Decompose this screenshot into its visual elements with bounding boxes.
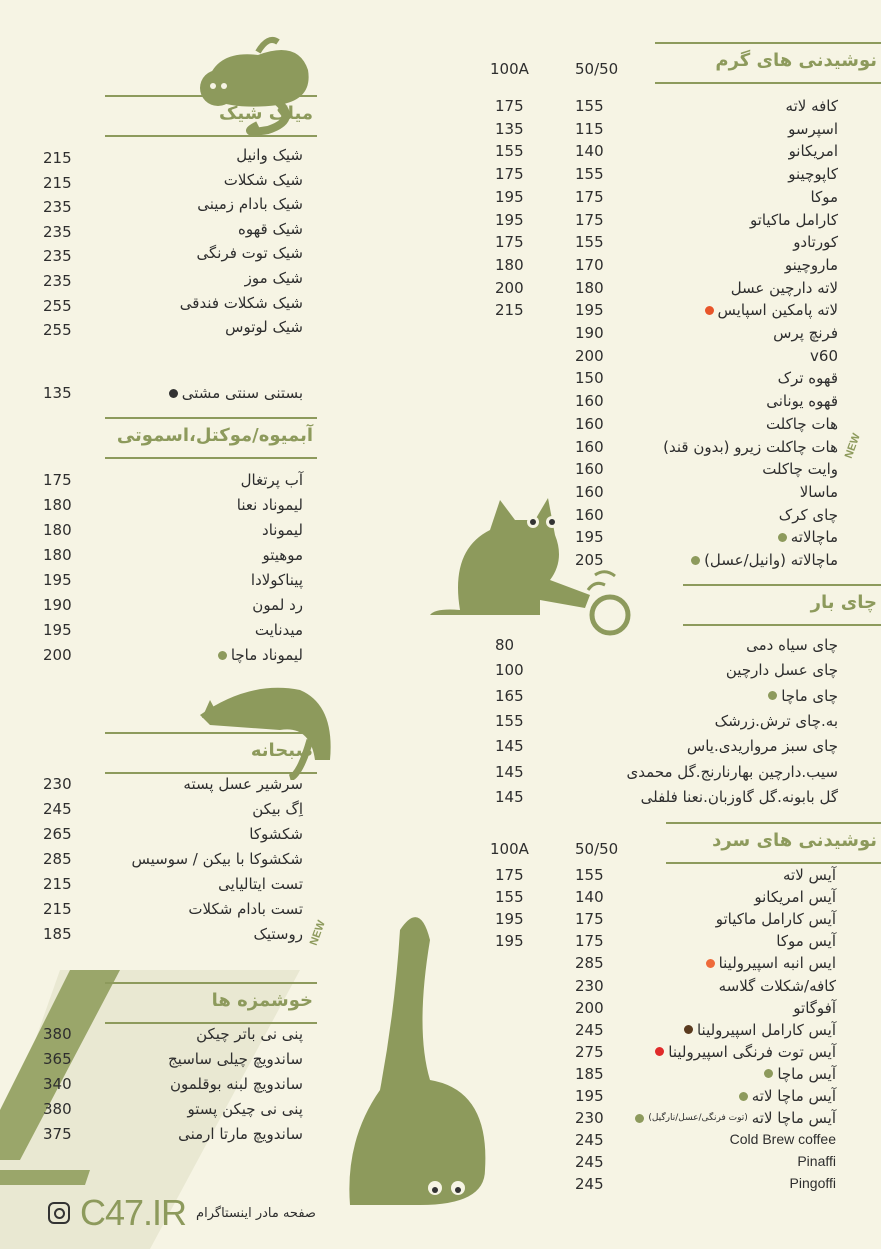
menu-item-price: 175	[495, 866, 524, 884]
cat-cup-illustration	[430, 490, 640, 640]
menu-item-price: 155	[495, 888, 524, 907]
menu-item	[245, 269, 303, 287]
menu-item-price: 230	[43, 775, 72, 793]
menu-item-name: کاپوچینو	[788, 165, 838, 184]
brand-logo[interactable]: C47.IR	[80, 1192, 187, 1233]
menu-item	[684, 1021, 836, 1039]
menu-item	[739, 1087, 836, 1105]
menu-item-name: بستنی سنتی مشتی	[181, 384, 303, 402]
menu-item	[178, 1125, 303, 1143]
menu-item	[788, 165, 838, 183]
instagram-icon[interactable]	[48, 1202, 70, 1224]
menu-item-name: پنی نی باتر چیکن	[196, 1025, 303, 1043]
menu-item-price: 80	[495, 636, 515, 654]
menu-item-price: 380	[43, 1025, 72, 1043]
menu-item	[800, 483, 838, 501]
menu-item	[225, 318, 303, 336]
menu-item-name: آیس کارامل ماکیاتو	[715, 910, 836, 929]
menu-item	[253, 925, 303, 943]
menu-item	[746, 636, 838, 654]
menu-item	[811, 188, 839, 206]
menu-item-name: موهیتو	[262, 546, 303, 564]
menu-item	[766, 415, 838, 433]
menu-item	[793, 999, 836, 1017]
menu-item-price: 160	[575, 482, 604, 501]
menu-item	[762, 460, 838, 478]
menu-item-price: 140	[575, 142, 604, 161]
menu-item-price: 245	[575, 1153, 604, 1172]
menu-item-price: 255	[43, 321, 72, 340]
menu-item-price: 245	[43, 800, 72, 818]
menu-item-price: 265	[43, 825, 72, 843]
menu-item-name: به.چای ترش.زرشک	[714, 711, 838, 730]
menu-item	[776, 932, 836, 950]
menu-item	[810, 347, 838, 365]
menu-item-price: 135	[495, 119, 524, 138]
menu-item-name: چای سیاه دمی	[746, 636, 838, 654]
menu-item-name: آیس لاته	[782, 866, 836, 884]
price-column-header: 50/50	[575, 60, 619, 78]
menu-item	[251, 571, 303, 589]
menu-item-name: سرشیر عسل پسته	[183, 775, 303, 793]
menu-item-name: شیک بادام زمینی	[197, 195, 303, 214]
menu-item-price: 195	[575, 528, 604, 547]
menu-item-price: 175	[495, 233, 524, 252]
menu-item-name: شکشوکا	[249, 825, 303, 843]
menu-item-name: ساندویچ لبنه بوقلمون	[170, 1075, 303, 1093]
snacks-section-header	[105, 982, 317, 1024]
menu-item-price: 275	[575, 1042, 604, 1061]
menu-item-price: 215	[43, 875, 72, 893]
menu-item-price: 185	[575, 1064, 604, 1083]
juice-section-header	[105, 417, 317, 459]
cold-section-header	[666, 822, 881, 864]
menu-item-price: 145	[495, 737, 524, 756]
menu-item-name: شیک موز	[244, 269, 303, 287]
color-dot-icon	[706, 959, 715, 968]
menu-item	[183, 775, 303, 793]
menu-item-name: شیک وانیل	[236, 146, 303, 164]
menu-item	[797, 1153, 836, 1169]
menu-item-price: 255	[43, 296, 72, 315]
menu-item-name: چای کرک	[778, 505, 838, 524]
menu-item	[249, 825, 303, 843]
menu-item-price: 340	[43, 1075, 72, 1093]
menu-item-name: تست ایتالیایی	[218, 875, 303, 893]
section-title: میلک شیک	[218, 103, 313, 124]
menu-item-name: ساندویچ چیلی ساسیج	[167, 1050, 303, 1068]
shake-section-header	[105, 95, 317, 137]
menu-item-name: Pinaffi	[797, 1153, 836, 1170]
menu-item-price: 135	[43, 384, 72, 402]
menu-item-price: 160	[575, 460, 604, 479]
menu-item	[252, 596, 303, 614]
menu-item-price: 195	[575, 1087, 604, 1105]
menu-item	[663, 438, 838, 456]
menu-item-name: گل بابونه.گل گاوزبان.نعنا فلفلی	[640, 787, 838, 806]
menu-item-price: 200	[495, 278, 524, 297]
menu-item-price: 235	[43, 222, 72, 241]
menu-item	[687, 737, 838, 755]
menu-item-price: 190	[43, 596, 72, 614]
color-dot-icon	[739, 1092, 748, 1101]
menu-item-name: چای عسل دارچین	[725, 661, 838, 680]
menu-item-name: لیموناد	[262, 521, 303, 539]
menu-item-price: 155	[575, 97, 604, 115]
section-title: آبمیوه/موکتل،اسموتی	[116, 425, 313, 446]
menu-item	[789, 142, 838, 160]
menu-item-price: 195	[495, 910, 524, 929]
menu-item-price: 175	[575, 210, 604, 229]
menu-item-price: 245	[575, 1175, 604, 1194]
menu-item	[793, 233, 838, 251]
menu-item-price: 160	[575, 505, 604, 524]
menu-item	[255, 621, 303, 639]
menu-item	[218, 875, 303, 893]
menu-item-price: 155	[575, 233, 604, 252]
menu-item-name: لیموناد ماچا	[230, 646, 303, 664]
cat-tall-illustration	[340, 910, 500, 1210]
menu-item-price: 185	[43, 925, 72, 943]
menu-item	[750, 211, 838, 229]
menu-item-price: 215	[43, 149, 72, 167]
menu-item	[241, 471, 303, 489]
color-dot-icon	[684, 1025, 693, 1034]
menu-item	[773, 324, 838, 342]
menu-item	[655, 1043, 836, 1061]
section-title: نوشیدنی های گرم	[715, 50, 877, 71]
menu-item-price: 195	[495, 187, 524, 206]
menu-item-price: 145	[495, 787, 524, 806]
menu-item-name: روستیک	[253, 925, 303, 943]
menu-item-name: کارامل ماکیاتو	[749, 210, 838, 229]
footer-text: صفحه مادر اینستاگرام	[196, 1205, 316, 1221]
menu-item-name: شیک قهوه	[238, 219, 303, 238]
color-dot-icon	[635, 1114, 644, 1123]
section-title: چای بار	[810, 592, 877, 613]
menu-item-price: 150	[575, 369, 604, 388]
menu-item-price: 180	[575, 278, 604, 297]
menu-item-price: 365	[43, 1050, 72, 1068]
menu-item-price: 145	[495, 762, 524, 781]
menu-item	[768, 687, 838, 705]
menu-item-price: 160	[575, 437, 604, 456]
menu-item-price: 195	[43, 571, 72, 589]
menu-item	[783, 866, 836, 884]
menu-item-price: 235	[43, 198, 72, 217]
menu-item-price: 230	[575, 1109, 604, 1128]
menu-item	[719, 977, 836, 995]
menu-item	[197, 195, 303, 213]
menu-item-price: 180	[43, 521, 72, 539]
menu-item	[187, 1100, 303, 1118]
menu-item-price: 180	[495, 255, 524, 274]
menu-item	[237, 496, 303, 514]
color-dot-icon	[169, 389, 178, 398]
menu-item-name: موکا	[810, 187, 838, 206]
menu-item-price: 140	[575, 888, 604, 907]
menu-item-name: چای ماچا	[781, 686, 838, 705]
menu-item-price: 235	[43, 272, 72, 290]
menu-item-name: شکشوکا با بیکن / سوسیس	[131, 850, 303, 868]
breakfast-section-header	[105, 732, 317, 774]
menu-item	[224, 171, 303, 189]
menu-item-price: 155	[495, 142, 524, 161]
section-title: خوشمزه ها	[211, 990, 313, 1011]
menu-item-price: 115	[575, 119, 604, 138]
menu-item-name: اِگ بیکن	[252, 800, 303, 818]
menu-item-price: 235	[43, 247, 72, 266]
section-title: نوشیدنی های سرد	[712, 830, 877, 851]
menu-item	[196, 1025, 303, 1043]
menu-item-note: (توت فرنگی/عسل/نارگیل)	[648, 1113, 748, 1124]
menu-item-name: قهوه ترک	[777, 369, 838, 388]
menu-item-name: Pingoffi	[789, 1175, 836, 1192]
menu-item	[263, 546, 304, 564]
menu-item-name: کافه لاته	[785, 97, 838, 115]
color-dot-icon	[764, 1069, 773, 1078]
footer	[48, 1192, 316, 1234]
menu-item-name: سیب.دارچین بهارنارنج.گل محمدی	[626, 762, 838, 781]
menu-item-price: 230	[575, 976, 604, 995]
menu-item-price: 215	[495, 301, 524, 320]
menu-item-price: 285	[575, 954, 604, 973]
menu-item	[766, 392, 838, 410]
menu-item-name: شیک شکلات فندقی	[179, 293, 303, 312]
menu-item-name: ماروچینو	[784, 255, 838, 274]
menu-item-name: آفوگاتو	[793, 998, 836, 1017]
menu-item-name: آب پرتغال	[240, 471, 303, 489]
menu-item-name: لاته دارچین عسل	[730, 278, 838, 297]
menu-item-name: کافه/شکلات گلاسه	[718, 976, 836, 995]
menu-item-price: 200	[575, 346, 604, 365]
section-title: صبحانه	[250, 740, 313, 761]
menu-item-price: 215	[43, 173, 72, 192]
hot-section-header	[655, 42, 881, 84]
menu-item-name: Cold Brew coffee	[729, 1131, 836, 1148]
menu-item	[691, 551, 838, 569]
menu-item-name: شیک لوتوس	[225, 318, 303, 337]
menu-item-price: 160	[575, 414, 604, 433]
menu-item-price: 175	[575, 187, 604, 206]
menu-item	[790, 1175, 836, 1191]
menu-item	[731, 279, 838, 297]
menu-item	[788, 120, 838, 138]
menu-item	[715, 712, 838, 730]
menu-item-price: 180	[43, 546, 72, 564]
menu-item-name: آیس موکا	[776, 932, 836, 951]
menu-item-price: 155	[575, 165, 604, 184]
menu-item-price: 175	[575, 910, 604, 929]
menu-item-name: آیس ماچا	[777, 1064, 836, 1083]
color-dot-icon	[705, 306, 714, 315]
menu-item-name: تست بادام شکلات	[188, 900, 303, 918]
menu-item	[730, 1131, 836, 1147]
menu-item	[778, 528, 838, 546]
menu-item	[635, 1109, 836, 1127]
menu-item-price: 215	[43, 900, 72, 918]
menu-item	[188, 900, 303, 918]
menu-item-name: آیس ماچا لاته	[751, 1109, 836, 1128]
menu-item-price: 380	[43, 1100, 72, 1118]
menu-item-price: 170	[575, 255, 604, 274]
menu-item-name: شیک توت فرنگی	[196, 244, 303, 263]
menu-item-name: ماچالاته (وانیل/عسل)	[704, 551, 838, 569]
menu-item-name: شیک شکلات	[223, 170, 303, 189]
menu-item-price: 175	[495, 165, 524, 184]
menu-item-price: 190	[575, 324, 604, 342]
menu-item	[706, 954, 836, 972]
price-column-header: 50/50	[575, 840, 619, 858]
menu-item-name: v60	[810, 346, 838, 365]
menu-item	[262, 521, 303, 539]
menu-item-name: قهوه یونانی	[766, 392, 838, 411]
menu-item-price: 155	[575, 866, 604, 884]
menu-item-name: ساندویچ مارتا ارمنی	[178, 1125, 303, 1143]
menu-item-name: هات چاکلت	[765, 414, 838, 433]
menu-item	[778, 369, 838, 387]
new-badge: NEW	[843, 431, 864, 460]
menu-item-name: آیس توت فرنگی اسپیرولینا	[668, 1042, 836, 1061]
color-dot-icon	[768, 691, 777, 700]
menu-item	[131, 850, 303, 868]
menu-item	[180, 294, 303, 312]
menu-item-name: لیموناد نعنا	[236, 496, 303, 514]
menu-item-name: کورتادو	[793, 233, 838, 252]
new-badge: NEW	[308, 918, 329, 948]
menu-item-name: ماچالاته	[790, 528, 838, 547]
menu-item-name: وایت چاکلت	[762, 460, 838, 479]
menu-item	[170, 1075, 303, 1093]
menu-item-name: آیس امریکانو	[754, 888, 836, 907]
menu-item	[218, 646, 303, 664]
menu-item	[716, 910, 836, 928]
menu-item-price: 155	[495, 711, 524, 730]
menu-item-price: 375	[43, 1125, 72, 1143]
menu-item-price: 175	[495, 97, 524, 115]
price-column-header: 100A	[490, 60, 529, 78]
price-column-header: 100A	[490, 840, 529, 858]
color-dot-icon	[778, 533, 787, 542]
menu-item-price: 165	[495, 686, 524, 705]
menu-item-price: 205	[575, 551, 604, 569]
menu-item-price: 195	[43, 621, 72, 639]
menu-item	[764, 1065, 836, 1083]
menu-item-name: لاته پامکین اسپایس	[717, 301, 838, 320]
menu-item	[641, 788, 838, 806]
menu-item-name: چای سبز مرواریدی.یاس	[686, 737, 838, 756]
menu-item-name: فرنچ پرس	[773, 324, 838, 342]
menu-item	[726, 661, 838, 679]
menu-item-price: 195	[495, 932, 524, 951]
menu-item	[785, 256, 838, 274]
menu-item	[252, 800, 303, 818]
menu-item-price: 160	[575, 392, 604, 411]
menu-item-name: ایس انبه اسپیرولینا	[718, 954, 836, 973]
color-dot-icon	[218, 651, 227, 660]
menu-item-name: پنی نی چیکن پستو	[187, 1100, 303, 1118]
menu-item-price: 100	[495, 661, 524, 680]
menu-item-price: 195	[575, 301, 604, 320]
menu-item	[779, 506, 838, 524]
menu-item	[168, 1050, 303, 1068]
color-dot-icon	[691, 556, 700, 565]
menu-item-name: آیس ماچا لاته	[751, 1087, 836, 1105]
menu-item-price: 195	[495, 210, 524, 229]
menu-item-name: ماسالا	[799, 482, 838, 501]
menu-item-price: 245	[575, 1020, 604, 1039]
menu-item-price: 180	[43, 496, 72, 514]
menu-item-name: هات چاکلت زیرو (بدون قند)	[663, 437, 838, 456]
menu-item	[627, 763, 838, 781]
menu-item-price: 200	[43, 646, 72, 664]
menu-item-name: امریکانو	[788, 142, 838, 161]
menu-item-price: 200	[575, 998, 604, 1017]
menu-item-price: 175	[43, 471, 72, 489]
menu-item-name: آیس کارامل اسپیرولینا	[696, 1020, 836, 1039]
menu-item	[196, 244, 303, 262]
menu-item	[169, 384, 303, 402]
menu-item-price: 175	[575, 932, 604, 951]
menu-item-name: رد لمون	[252, 596, 303, 614]
menu-item	[238, 220, 303, 238]
color-dot-icon	[655, 1047, 664, 1056]
menu-item-price: 285	[43, 850, 72, 868]
tea-section-header	[683, 584, 881, 626]
menu-item	[705, 301, 838, 319]
menu-item-name: میدنایت	[254, 621, 303, 639]
menu-item	[786, 97, 838, 115]
menu-item	[236, 146, 303, 164]
menu-item-name: پیناکولادا	[250, 571, 303, 589]
menu-item-name: اسپرسو	[788, 119, 838, 138]
menu-item-price: 245	[575, 1131, 604, 1150]
menu-item	[754, 888, 836, 906]
